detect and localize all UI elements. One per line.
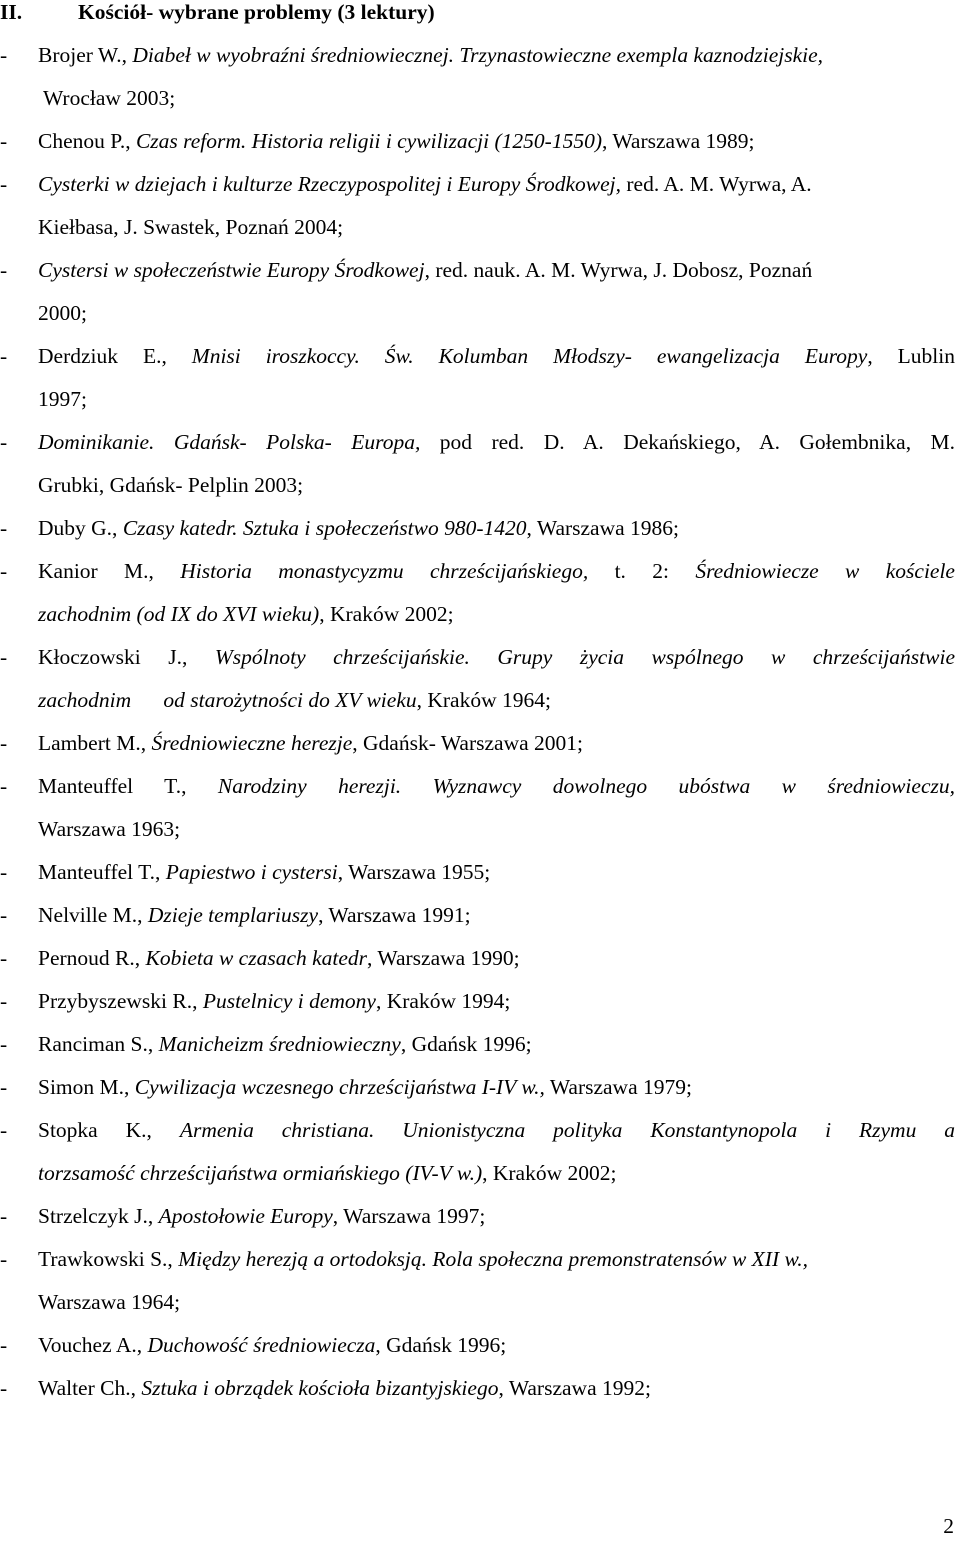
entry-text (38, 1159, 955, 1187)
bibliography-continuation-line (0, 299, 955, 327)
bibliography-continuation-line (0, 600, 955, 628)
section-heading (0, 0, 435, 24)
text-run: Manteuffel T., (38, 774, 218, 798)
text-run: , Kraków 2002; (319, 602, 454, 626)
text-run: Przybyszewski R., (38, 989, 203, 1013)
entry-text (38, 815, 955, 843)
italic-title-run: Manicheizm średniowieczny (158, 1032, 401, 1056)
text-run: Kanior M., (38, 559, 181, 583)
list-dash: - (0, 860, 8, 884)
italic-title-run: torzsamość chrześcijaństwa ormiańskiego (IV-V w.) (38, 1161, 483, 1185)
text-run: Duby G., (38, 516, 123, 540)
bibliography-entry-line (0, 1202, 955, 1230)
text-run: Chenou P., (38, 129, 136, 153)
text-run: Manteuffel T., (38, 860, 166, 884)
bibliography-entry-line (0, 1116, 955, 1144)
bibliography-continuation-line (0, 815, 955, 843)
entry-text (38, 1245, 955, 1273)
text-run: pod red. D. A. Dekańskiego, A. Gołembnika, M. (420, 430, 955, 454)
bibliography-entry-line (0, 514, 955, 542)
bibliography-entry-line (0, 901, 955, 929)
text-run: Stopka K., (38, 1118, 180, 1142)
list-dash: - (0, 559, 8, 583)
list-dash: - (0, 989, 8, 1013)
italic-title-run: Między herezją a ortodoksją. Rola społeczna premonstratensów w XII w., (178, 1247, 808, 1271)
list-dash: - (0, 1075, 8, 1099)
italic-title-run: Cysterki w dziejach i kulturze Rzeczypospolitej i Europy Środkowej, (38, 172, 621, 196)
entry-text (38, 471, 955, 499)
list-dash: - (0, 903, 8, 927)
italic-title-run: Czasy katedr. Sztuka i społeczeństwo 980-1420 (122, 516, 527, 540)
text-run: Kłoczowski J., (38, 645, 215, 669)
entry-text (38, 1202, 955, 1230)
entry-text (38, 1331, 955, 1359)
text-run: Strzelczyk J., (38, 1204, 159, 1228)
entry-text (38, 84, 955, 112)
text-run: , Warszawa 1986; (526, 516, 680, 540)
section-number: II. (0, 0, 23, 24)
bibliography-entry-line (0, 729, 955, 757)
bibliography-entry-line (0, 127, 955, 155)
text-run: , Warszawa 1992; (498, 1376, 651, 1400)
list-dash: - (0, 774, 8, 798)
entry-text (38, 858, 955, 886)
entry-text (38, 987, 955, 1015)
bibliography-continuation-line (0, 385, 955, 413)
text-run: t. 2: (588, 559, 696, 583)
bibliography-entry-line (0, 1331, 955, 1359)
list-dash: - (0, 172, 8, 196)
bibliography-entry-line (0, 170, 955, 198)
bibliography-continuation-line (0, 213, 955, 241)
bibliography-continuation-line (0, 84, 955, 112)
italic-title-run: Sztuka i obrządek kościoła bizantyjskiego (141, 1376, 499, 1400)
text-run: , Warszawa 1991; (318, 903, 471, 927)
text-run: Walter Ch., (38, 1376, 142, 1400)
entry-text (38, 772, 955, 800)
text-run: Pernoud R., (38, 946, 146, 970)
entry-text (38, 901, 955, 929)
bibliography-entry-line (0, 987, 955, 1015)
italic-title-run: Apostołowie Europy (158, 1204, 333, 1228)
entry-text (38, 729, 955, 757)
text-run: Lambert M., (38, 731, 152, 755)
text-run: Derdziuk E., (38, 344, 192, 368)
text-run: 1997; (38, 387, 87, 411)
text-run: Simon M., (38, 1075, 135, 1099)
list-dash: - (0, 43, 8, 67)
entry-text (38, 600, 955, 628)
entry-text (38, 41, 955, 69)
bibliography-entry-line (0, 1030, 955, 1058)
italic-title-run: Cywilizacja wczesnego chrześcijaństwa I-IV w., (134, 1075, 545, 1099)
text-run: red. A. M. Wyrwa, A. (621, 172, 812, 196)
text-run: , Warszawa 1990; (367, 946, 520, 970)
italic-title-run: Armenia christiana. Unionistyczna polityka Konstantynopola i Rzymu a (179, 1118, 955, 1142)
entry-text (38, 127, 955, 155)
text-run: , Kraków 1994; (375, 989, 511, 1013)
text-run: Kiełbasa, J. Swastek, Poznań 2004; (38, 215, 344, 239)
bibliography-entry-line (0, 1073, 955, 1101)
text-run: 2000; (38, 301, 87, 325)
text-run: , red. nauk. A. M. Wyrwa, J. Dobosz, Poznań (424, 258, 813, 282)
bibliography-entry-line (0, 858, 955, 886)
text-run: , Gdańsk 1996; (400, 1032, 532, 1056)
entry-text (38, 557, 955, 585)
bibliography-entry-line (0, 643, 955, 671)
text-run: Warszawa 1963; (38, 817, 181, 841)
list-dash: - (0, 645, 8, 669)
bibliography-continuation-line (0, 1288, 955, 1316)
bibliography-entry-line (0, 1374, 955, 1402)
italic-title-run: Pustelnicy i demony (202, 989, 376, 1013)
entry-text (38, 514, 955, 542)
text-run: , Gdańsk 1996; (375, 1333, 507, 1357)
text-run: Warszawa 1964; (38, 1290, 181, 1314)
text-run: Brojer W., (38, 43, 133, 67)
list-dash: - (0, 430, 8, 454)
entry-text (38, 342, 955, 370)
bibliography-entry-line (0, 1245, 955, 1273)
list-dash: - (0, 1032, 8, 1056)
list-dash: - (0, 1118, 8, 1142)
list-dash: - (0, 129, 8, 153)
text-run: , Gdańsk- Warszawa 2001; (352, 731, 583, 755)
bibliography-continuation-line (0, 471, 955, 499)
italic-title-run: Papiestwo i cystersi (165, 860, 338, 884)
text-run: Wrocław 2003; (38, 86, 176, 110)
bibliography-entry-line (0, 557, 955, 585)
text-run: , Kraków 1964; (416, 688, 551, 712)
italic-title-run: Mnisi iroszkoccy. Św. Kolumban Młodszy- ewangelizacja Europy (191, 344, 868, 368)
text-run: Grubki, Gdańsk- Pelplin 2003; (38, 473, 304, 497)
bibliography-continuation-line (0, 1159, 955, 1187)
bibliography-entry-line (0, 256, 955, 284)
text-run: Ranciman S., (38, 1032, 159, 1056)
text-run: Warszawa 1979; (544, 1075, 692, 1099)
entry-text (38, 170, 955, 198)
list-dash: - (0, 731, 8, 755)
italic-title-run: Dominikanie. Gdańsk- Polska- Europa, (38, 430, 421, 454)
entry-text (38, 1030, 955, 1058)
entry-text (38, 1288, 955, 1316)
italic-title-run: Diabeł w wyobraźni średniowiecznej. Trzynastowieczne exempla kaznodziejskie, (132, 43, 824, 67)
italic-title-run: Historia monastycyzmu chrześcijańskiego, (180, 559, 589, 583)
text-run: , Warszawa 1997; (332, 1204, 486, 1228)
text-run: Nelville M., (38, 903, 148, 927)
italic-title-run: Narodziny herezji. Wyznawcy dowolnego ubóstwa w średniowieczu, (217, 774, 955, 798)
list-dash: - (0, 1204, 8, 1228)
italic-title-run: zachodnim (od IX do XVI wieku) (38, 602, 320, 626)
bibliography-entry-line (0, 428, 955, 456)
text-run: , Warszawa 1989; (602, 129, 755, 153)
italic-title-run: Czas reform. Historia religii i cywilizacji (1250-1550) (135, 129, 602, 153)
entry-text (38, 299, 955, 327)
italic-title-run: Wspólnoty chrześcijańskie. Grupy życia wspólnego w chrześcijaństwie (214, 645, 955, 669)
italic-title-run: Średniowieczne herezje (151, 731, 353, 755)
entry-text (38, 1073, 955, 1101)
entry-text (38, 213, 955, 241)
bibliography-entry-line (0, 41, 955, 69)
entry-text (38, 256, 955, 284)
list-dash: - (0, 258, 8, 282)
text-run: , Lublin (867, 344, 955, 368)
bibliography-entry-line (0, 342, 955, 370)
list-dash: - (0, 1333, 8, 1357)
text-run: , Kraków 2002; (482, 1161, 617, 1185)
italic-title-run: Cystersi w społeczeństwie Europy Środkowej (38, 258, 425, 282)
entry-text (38, 428, 955, 456)
italic-title-run: Dzieje templariuszy (147, 903, 319, 927)
bibliography-entry-line (0, 772, 955, 800)
list-dash: - (0, 516, 8, 540)
list-dash: - (0, 1376, 8, 1400)
entry-text (38, 385, 955, 413)
entry-text (38, 643, 955, 671)
list-dash: - (0, 344, 8, 368)
list-dash: - (0, 1247, 8, 1271)
italic-title-run: zachodnim od starożytności do XV wieku (38, 688, 417, 712)
italic-title-run: Średniowiecze w kościele (695, 559, 955, 583)
italic-title-run: Duchowość średniowiecza (147, 1333, 376, 1357)
entry-text (38, 944, 955, 972)
page-number: 2 (943, 1514, 954, 1538)
section-title: Kościół- wybrane problemy (3 lektury) (78, 0, 435, 24)
text-run: , Warszawa 1955; (337, 860, 491, 884)
entry-text (38, 1374, 955, 1402)
bibliography-entry-line (0, 944, 955, 972)
italic-title-run: Kobieta w czasach katedr (145, 946, 368, 970)
bibliography-continuation-line (0, 686, 955, 714)
entry-text (38, 686, 955, 714)
text-run: Vouchez A., (38, 1333, 148, 1357)
entry-text (38, 1116, 955, 1144)
text-run: Trawkowski S., (38, 1247, 179, 1271)
list-dash: - (0, 946, 8, 970)
